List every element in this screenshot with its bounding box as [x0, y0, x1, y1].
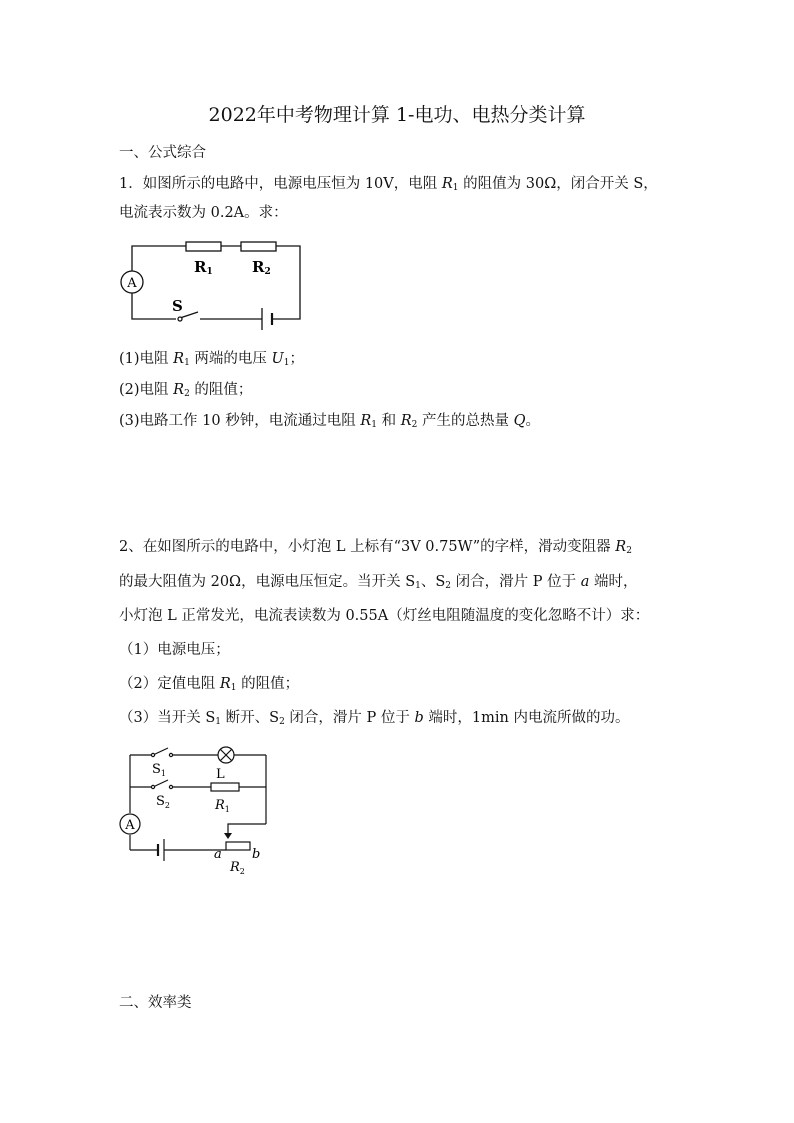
q1-part2	[119, 378, 252, 399]
q2-part2-r-symbol: R	[219, 676, 231, 692]
q2-lamp-label: L	[216, 767, 225, 782]
q1-circuit-diagram	[118, 238, 308, 333]
q2-part2-r-subscript: 1	[230, 683, 237, 693]
q1-resistor-r2	[241, 242, 276, 251]
q2-s1-label: $S_1$	[152, 762, 166, 778]
q2-line2-text-c: 闭合，滑片 P 位于	[451, 574, 581, 590]
q2-part3-b-symbol: b	[414, 710, 424, 726]
q2-part3-text-b: 断开、S	[221, 710, 280, 726]
q2-part3	[119, 706, 629, 727]
q1-part1-text-a: (1)电阻	[119, 351, 174, 367]
q1-r-symbol: R	[441, 176, 453, 192]
q1-line1-text-b: 的阻值为 30Ω，闭合开关 S，	[458, 176, 658, 192]
q1-part2-r-symbol: R	[173, 382, 185, 398]
q1-ammeter-label: A	[127, 276, 137, 291]
q2-a-label: a	[214, 847, 222, 862]
section-heading-efficiency: 二、效率类	[119, 995, 192, 1011]
q2-part2-text-b: 的阻值；	[236, 676, 300, 692]
q1-resistor-r1	[186, 242, 221, 251]
q2-part3-s1-subscript: 1	[215, 717, 222, 727]
q2-line3: 小灯泡 L 正常发光，电流表读数为 0.55A（灯丝电阻随温度的变化忽略不计）求：	[119, 608, 650, 624]
q1-line2: 电流表示数为 0.2A。求：	[119, 205, 288, 221]
q1-part3-r1-symbol: R	[360, 413, 372, 429]
q1-line1	[119, 172, 658, 193]
q1-part1-u-subscript: 1	[283, 358, 290, 368]
q2-part2-text-a: （2）定值电阻	[119, 676, 220, 692]
q1-line1-text-a: 1．如图所示的电路中，电源电压恒为 10V，电阻	[119, 176, 442, 192]
q2-r2-subscript: 2	[626, 546, 632, 556]
q1-r2-label: R2	[252, 258, 271, 277]
q1-part2-text-b: 的阻值；	[189, 382, 253, 398]
q2-part1: （1）电源电压；	[119, 642, 230, 658]
q1-part1-r-symbol: R	[173, 351, 185, 367]
q2-line1	[119, 535, 632, 556]
q2-part3-text-c: 闭合，滑片 P 位于	[284, 710, 415, 726]
q1-part2-r-subscript: 2	[184, 389, 190, 399]
q1-switch-label: S	[172, 297, 183, 315]
q1-part3-r2-symbol: R	[400, 413, 412, 429]
q2-part3-s2-subscript: 2	[279, 717, 285, 727]
q2-r2-label: $R_2$	[230, 860, 245, 876]
q1-part1-text-b: 两端的电压	[189, 351, 272, 367]
q1-part3-r2-subscript: 2	[411, 420, 418, 430]
q1-r-subscript: 1	[452, 183, 459, 193]
q1-part3-text-a: (3)电路工作 10 秒钟，电流通过电阻	[119, 413, 361, 429]
q2-b-label: b	[252, 847, 261, 862]
q2-line2-text-d: 端时，	[589, 574, 638, 590]
q2-line2-text-b: 、S	[420, 574, 446, 590]
q2-r2-symbol: R	[615, 539, 627, 555]
q1-part3	[119, 409, 540, 430]
q1-part1	[119, 347, 304, 368]
q1-part3-text-c: 产生的总热量	[417, 413, 514, 429]
q2-line2-a-symbol: a	[580, 574, 590, 590]
q2-switch-s1-blade	[153, 748, 168, 755]
q1-part1-text-c: ；	[289, 351, 304, 367]
q2-line2	[119, 570, 638, 591]
q2-circuit-diagram	[118, 740, 278, 880]
q2-rheostat-r2	[226, 842, 250, 850]
q2-line2-s2-subscript: 2	[445, 581, 452, 591]
section-heading-formulas: 一、公式综合	[119, 145, 206, 161]
q1-r1-label: R1	[194, 258, 213, 277]
q2-r1-label: $R_1$	[215, 798, 230, 814]
q1-part3-r1-subscript: 1	[371, 420, 377, 430]
q1-part3-text-d: 。	[525, 413, 540, 429]
q2-part3-text-d: 端时，1min 内电流所做的功。	[423, 710, 630, 726]
q1-part3-text-b: 和	[376, 413, 401, 429]
q1-part1-r-subscript: 1	[184, 358, 190, 368]
q2-switch-s2-blade	[153, 780, 168, 787]
q2-line1-text-a: 2、在如图所示的电路中，小灯泡 L 上标有“3V 0.75W”的字样，滑动变阻器	[119, 539, 616, 555]
q2-line2-text-a: 的最大阻值为 20Ω，电源电压恒定。当开关 S	[119, 574, 416, 590]
q2-part3-text-a: （3）当开关 S	[119, 710, 216, 726]
q2-ammeter-label: A	[125, 818, 135, 833]
q1-part3-q-symbol: Q	[513, 413, 526, 429]
q2-resistor-r1	[211, 783, 239, 791]
q1-part1-u-symbol: U	[271, 351, 284, 367]
q2-part2	[119, 672, 299, 693]
page-title: 2022年中考物理计算 1-电功、电热分类计算	[208, 104, 586, 126]
q1-part2-text-a: (2)电阻	[119, 382, 174, 398]
q2-s2-label: $S_2$	[156, 794, 170, 810]
q2-line2-s1-subscript: 1	[415, 581, 421, 591]
